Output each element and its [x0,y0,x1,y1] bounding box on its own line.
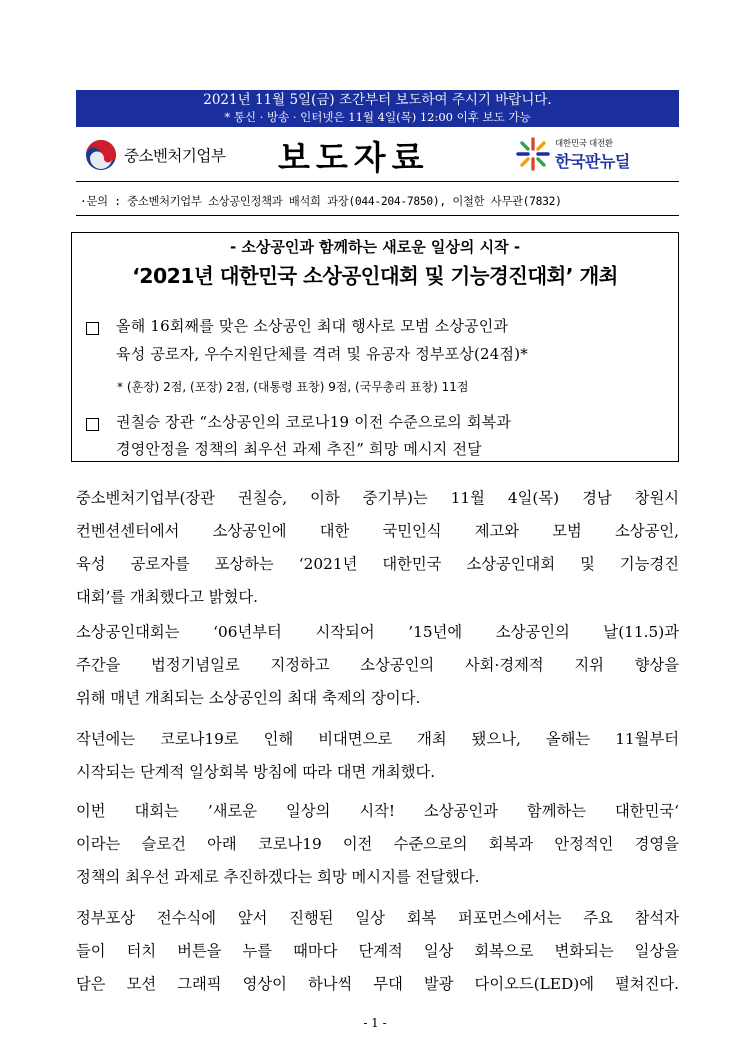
paragraph-1 [76,482,679,614]
paragraph-line: 주간을 법정기념일로 지정하고 소상공인의 사회·경제적 지위 향상을 [76,656,679,674]
summary-footnote: * (훈장) 2점, (포장) 2점, (대통령 표창) 9점, (국무총리 표창) 11점 [117,380,469,394]
paragraph-line: 중소벤처기업부(장관 권칠승, 이하 중기부)는 11월 4일(목) 경남 창원시 [76,489,679,507]
bullet-1-line-1: 올해 16회째를 맞은 소상공인 최대 행사로 모범 소상공인과 [116,317,509,335]
summary-box [71,232,679,462]
bullet-2-line-2: 경영안정을 정책의 최우선 과제 추진” 희망 메시지 전달 [116,440,482,458]
embargo-line-1: 2021년 11월 5일(금) 조간부터 보도하여 주시기 바랍니다. [203,92,552,108]
paragraph-line: 정책의 최우선 과제로 추진하겠다는 희망 메시지를 전달했다. [76,868,480,886]
contact-rule [76,215,679,216]
ministry-name: 중소벤처기업부 [124,147,226,165]
embargo-banner [76,90,679,127]
newdeal-logo [515,136,630,172]
summary-headline: ‘2021년 대한민국 소상공인대회 및 기능경진대회’ 개최 [132,264,618,288]
taegeuk-emblem-icon [84,138,118,172]
paragraph-line: 이라는 슬로건 아래 코로나19 이전 수준으로의 회복과 안정적인 경영을 [76,835,679,853]
paragraph-line: 담은 모션 그래픽 영상이 하나씩 무대 발광 다이오드(LED)에 펼쳐진다. [76,975,679,993]
bullet-1-line-2: 육성 공로자, 우수지원단체를 격려 및 유공자 정부포상(24점)* [116,345,528,363]
paragraph-line: 들이 터치 버튼을 누를 때마다 단계적 일상 회복으로 변화되는 일상을 [76,942,679,960]
embargo-line-2: * 통신 · 방송 · 인터넷은 11월 4일(목) 12:00 이후 보도 가능 [224,110,531,124]
checkbox-icon [86,322,99,335]
paragraph-line: 정부포상 전수식에 앞서 진행된 일상 회복 퍼포먼스에서는 주요 참석자 [76,909,679,927]
paragraph-line: 소상공인대회는 ‘06년부터 시작되어 ’15년에 소상공인의 날(11.5)과 [76,623,679,641]
press-release-title: 보도자료 [278,138,430,177]
newdeal-name: 한국판뉴딜 [555,151,630,171]
newdeal-slogan: 대한민국 대전환 [555,138,613,149]
summary-bullet-2 [86,411,113,436]
paragraph-line: 육성 공로자를 포상하는 ‘2021년 대한민국 소상공인대회 및 기능경진 [76,555,679,573]
summary-subtitle: - 소상공인과 함께하는 새로운 일상의 시작 - [229,238,521,256]
newdeal-star-icon [515,136,551,172]
header-rule [76,181,679,182]
paragraph-3 [76,723,679,789]
paragraph-line: 작년에는 코로나19로 인해 비대면으로 개최 됐으나, 올해는 11월부터 [76,730,679,748]
paragraph-5 [76,902,679,1001]
paragraph-line: 이번 대회는 ’새로운 일상의 시작! 소상공인과 함께하는 대한민국‘ [76,802,679,820]
page-number: - 1 - [363,1016,387,1030]
paragraph-line: 시작되는 단계적 일상회복 방침에 따라 대면 개최했다. [76,763,436,781]
checkbox-icon [86,418,99,431]
contact-info: ·문의 : 중소벤처기업부 소상공인정책과 배석희 과장(044-204-7850), 이철한 사무관(7832) [80,195,562,208]
paragraph-4 [76,795,679,894]
paragraph-line: 대회’를 개최했다고 밝혔다. [76,588,258,606]
ministry-logo [84,138,225,172]
paragraph-2 [76,616,679,715]
summary-bullet-1 [86,315,113,340]
paragraph-line: 위해 매년 개최되는 소상공인의 최대 축제의 장이다. [76,689,421,707]
paragraph-line: 컨벤션센터에서 소상공인에 대한 국민인식 제고와 모범 소상공인, [76,522,679,540]
bullet-2-line-1: 권칠승 장관 “소상공인의 코로나19 이전 수준으로의 회복과 [116,413,512,431]
